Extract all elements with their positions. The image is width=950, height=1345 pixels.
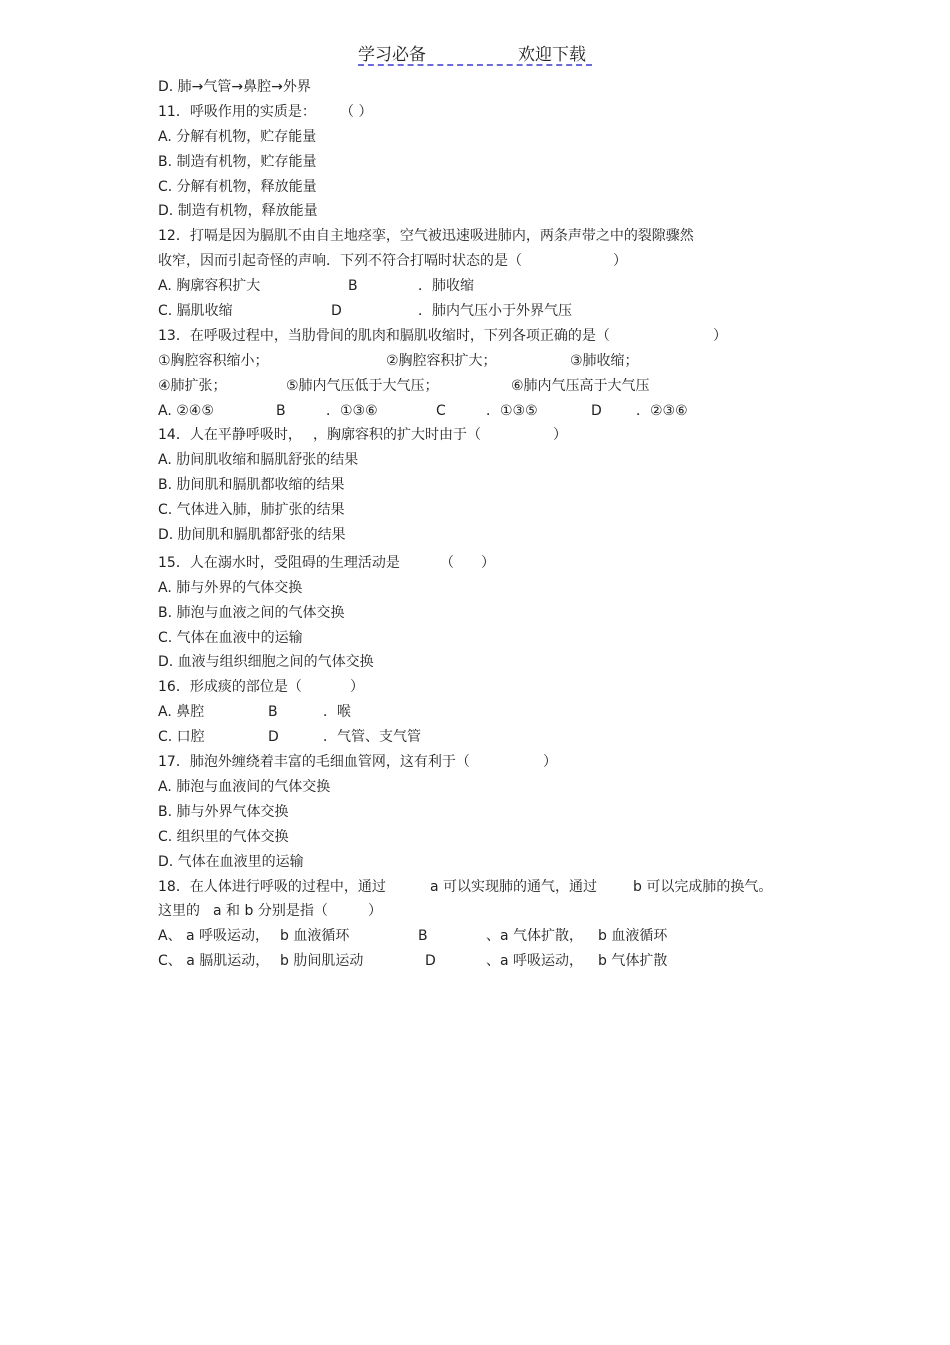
q16-stem: 16．形成痰的部位是（ ） [158,679,364,696]
q17-option-d: D. 气体在血液里的运输 [158,853,304,870]
q13-choices-1: ①胸腔容积缩小； ②胸腔容积扩大； ③肺收缩； [158,352,639,369]
q12-stem-line2: 收窄，因而引起奇怪的声响．下列不符合打嗝时状态的是（ ） [158,253,627,270]
q14-stem: 14．人在平静呼吸时， ，胸廓容积的扩大时由于（ ） [158,427,567,444]
q11-option-a: A. 分解有机物，贮存能量 [158,128,317,145]
q14-option-d: D. 肋间肌和膈肌都舒张的结果 [158,527,346,544]
q16-options-ab: A. 鼻腔 B ．喉 [158,704,351,721]
q11-stem: 11．呼吸作用的实质是： （ ） [158,103,373,120]
page-header [358,40,592,66]
q14-option-c: C. 气体进入肺，肺扩张的结果 [158,502,345,519]
q18-stem: 18．在人体进行呼吸的过程中，通过 a 可以实现肺的通气，通过 b 可以完成肺的换气。 [158,878,773,895]
q13-choices-2: ④肺扩张； ⑤肺内气压低于大气压； ⑥肺内气压高于大气压 [158,377,650,394]
q17-option-b: B. 肺与外界气体交换 [158,803,289,820]
q17-stem: 17．肺泡外缠绕着丰富的毛细血管网，这有利于（ ） [158,754,557,771]
q14-option-a: A. 肋间肌收缩和膈肌舒张的结果 [158,452,359,469]
q18-options-ab: A、 a 呼吸运动， b 血液循环 B 、a 气体扩散， b 血液循环 [158,928,668,945]
q12-stem: 12．打嗝是因为膈肌不由自主地痉挛，空气被迅速吸进肺内，两条声带之中的裂隙骤然 [158,228,694,245]
q11-option-c: C. 分解有机物，释放能量 [158,178,317,195]
q12-options-cd: C. 膈肌收缩 D ．肺内气压小于外界气压 [158,303,572,320]
q12-options-ab: A. 胸廓容积扩大 B ．肺收缩 [158,278,474,295]
q15-option-c: C. 气体在血液中的运输 [158,629,303,646]
q18-stem-line2: 这里的 a 和 b 分别是指（ ） [158,903,382,920]
q15-option-b: B. 肺泡与血液之间的气体交换 [158,604,345,621]
q15-option-a: A. 肺与外界的气体交换 [158,579,303,596]
q18-options-cd: C、 a 膈肌运动， b 肋间肌运动 D 、a 呼吸运动， b 气体扩散 [158,953,668,970]
q17-option-a: A. 肺泡与血液间的气体交换 [158,778,331,795]
header-left-text: 学习必备 [358,45,426,65]
q13-stem: 13．在呼吸过程中，当肋骨间的肌肉和膈肌收缩时，下列各项正确的是（ ） [158,327,727,344]
q13-answers: A. ②④⑤ B ．①③⑥ C ．①③⑤ D ．②③⑥ [158,402,688,419]
q16-options-cd: C. 口腔 D ．气管、支气管 [158,729,421,746]
q11-option-d: D. 制造有机物，释放能量 [158,203,318,220]
q17-option-c: C. 组织里的气体交换 [158,828,289,845]
q15-stem: 15．人在溺水时，受阻碍的生理活动是 （ ） [158,554,495,571]
header-right-text: 欢迎下载 [518,45,586,65]
question-document [158,75,878,974]
q11-option-b: B. 制造有机物，贮存能量 [158,153,317,170]
q15-option-d: D. 血液与组织细胞之间的气体交换 [158,654,374,671]
q14-option-b: B. 肋间肌和膈肌都收缩的结果 [158,477,345,494]
q10-option-d: D. 肺→气管→鼻腔→外界 [158,79,311,95]
